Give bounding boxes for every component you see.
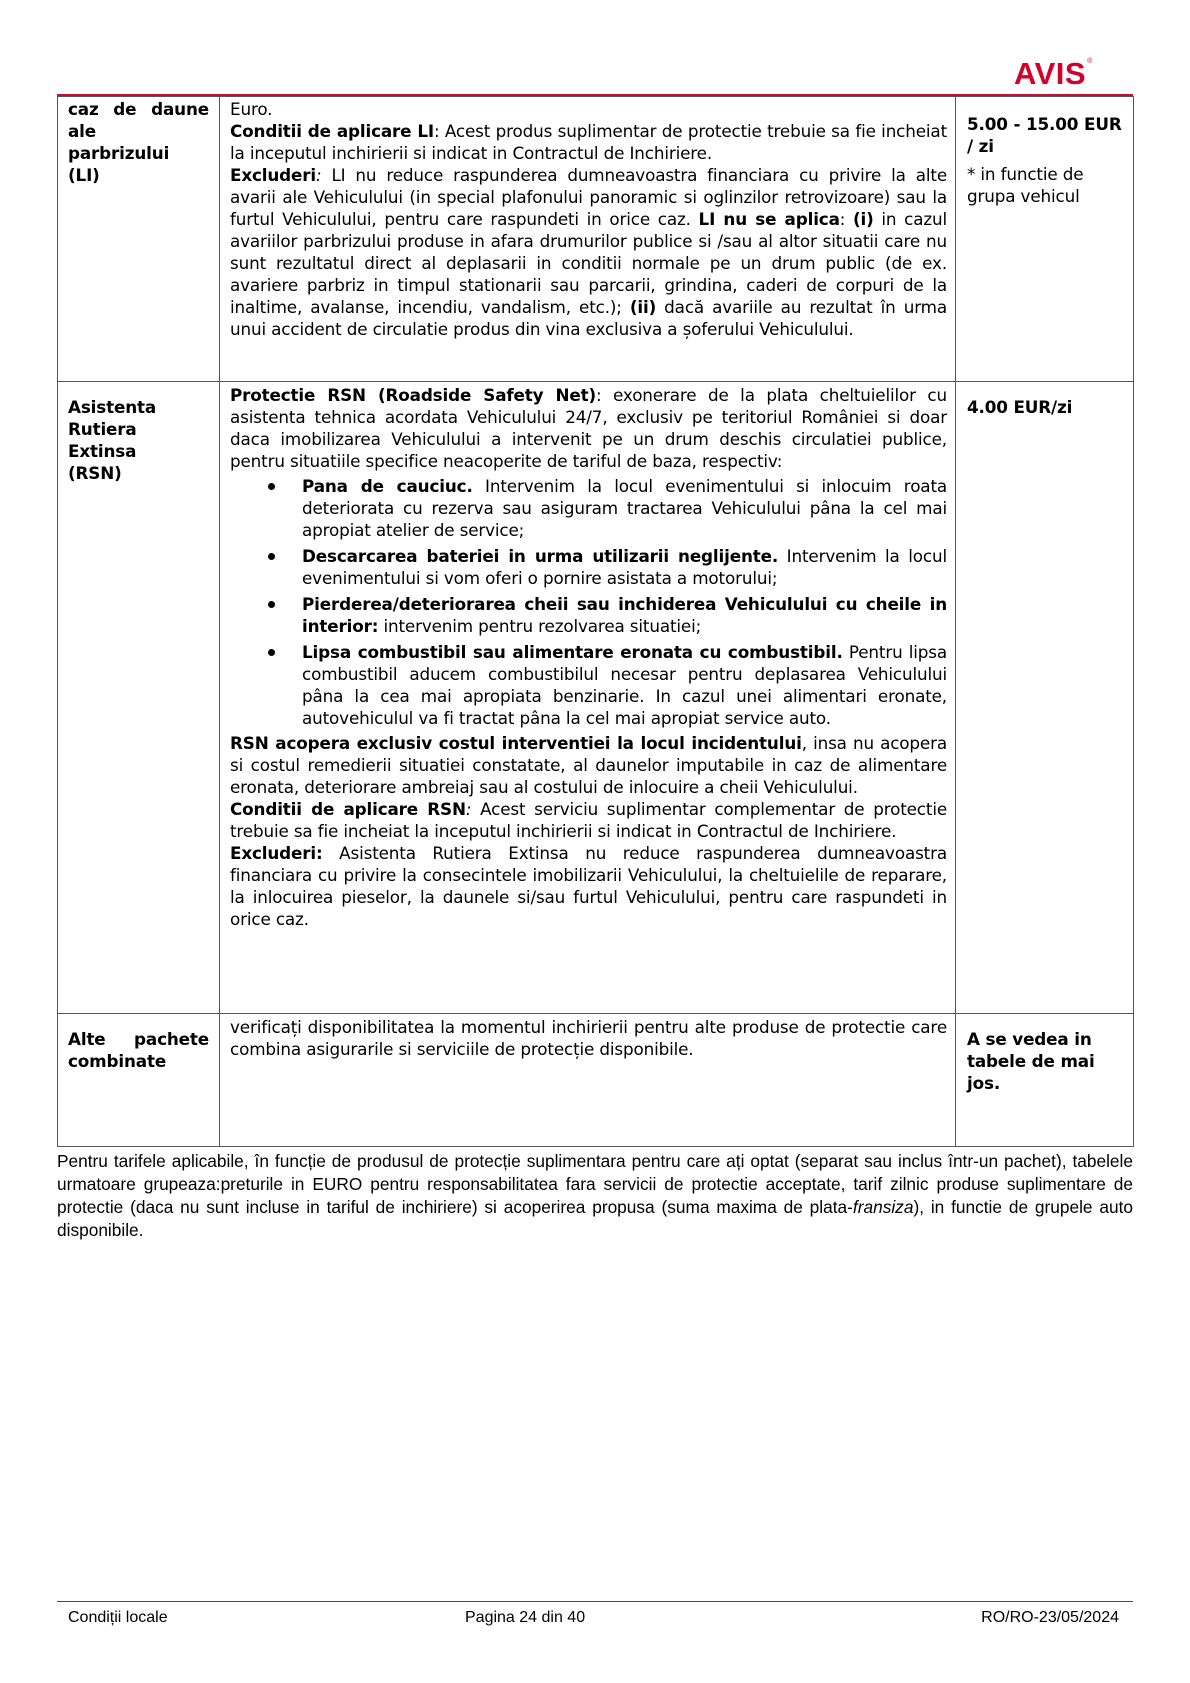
bullet-list [230,475,947,729]
bullet-icon [268,553,275,560]
row-description: verificați disponibilitatea la momentul inchirierii pentru alte produse de protectie care combina asigurarile si serviciile de protecție disponibile. [220,1014,956,1147]
row-label: Asistenta Rutiera Extinsa (RSN) [58,382,220,1014]
row-description: Euro. Conditii de aplicare LI: Acest produs suplimentar de protectie trebuie sa fie incheiat la inceputul inchirierii si indicat in Contractul de Inchiriere. Excluderi: LI nu reduce raspunderea dumneavoastra financiara cu privire la alte avarii ale Vehiculului (in special plafonului panoramic si oglinzilor retrovizoare) sau la furtul Vehiculului, pentru care raspundeti in orice caz. LI nu se aplica: (i) in cazul avariilor parbrizului produse in afara drumurilor publice si /sau al altor situatii care nu sunt rezultatul direct al deplasarii in conditii normale pe un drum public (de ex. avariere parbriz in timpul stationarii sau parcarii, grindina, caderi de corpuri de la inaltime, avalanse, incendiu, vandalism, etc.); (ii) dacă avariile au rezultat în urma unui accident de circulatie produs din vina exclusiva a șoferului Vehiculului. [220,97,956,382]
row-description: Protectie RSN (Roadside Safety Net): exonerare de la plata cheltuielilor cu asistenta tehnica acordata Vehiculului 24/7, exclusiv pe teritoriul României si doar daca imobilizarea Vehiculului a intervenit pe un drum deschis circulatiei publice, pentru situatiile specifice neacoperite de tariful de baza, respectiv: Pana de cauciuc. Intervenim la locul evenimentului si inlocuim roata deteriorata cu rezerva sau asiguram tractarea Vehiculului pâna la cel mai apropiat atelier de service; Descarcarea bateriei in urma utilizarii neglijente. Intervenim la locul evenimentului si vom oferi o pornire asistata a motorului; Pierderea/deteriorarea cheii sau inchiderea Vehiculului cu cheile in interior: intervenim pentru rezolvarea situatiei; Lipsa combustibil sau alimentare eronata cu combustibil. Pentru lipsa combustibil aducem combustibilul necesar pentru deplasarea Vehiculului pâna la cea mai apropiata benzinarie. In cazul unei alimentari eronate, autovehiculul va fi tractat pâna la cel mai apropiat service auto. RSN acopera exclusiv costul interventiei la locul incidentului, insa nu acopera si costul remedierii situatiei constatate, al daunelor imputabile in caz de alimentare eronata, deteriorare ambreiaj sau al costului de inlocuire a cheii Vehiculului. Conditii de aplicare RSN: Acest serviciu suplimentar complementar de protectie trebuie sa fie incheiat la inceputul inchirierii si indicat in Contractul de Inchiriere. Excluderi: Asistenta Rutiera Extinsa nu reduce raspunderea dumneavoastra financiara cu privire la consecintele imobilizarii Vehiculului, la cheltuielile de reparare, la inlocuirea pieselor, la daunele si/sau furtul Vehiculului, pentru care raspundeti in orice caz. [220,382,956,1014]
row-label: caz de daune ale parbrizului (LI) [58,97,220,382]
row-price: A se vedea in tabele de mai jos. [956,1014,1134,1147]
protection-products-table [57,96,1134,1147]
document-code: RO/RO-23/05/2024 [981,1609,1119,1626]
bullet-icon [268,601,275,608]
bullet-icon [268,649,275,656]
price-note: * in functie de grupa vehicul [967,164,1084,206]
table-row-windscreen [58,97,1134,382]
avis-logo: AVIS® [1014,56,1093,91]
row-price: 4.00 EUR/zi [956,382,1134,1014]
row-label: Alte pachete combinate [58,1014,220,1147]
tariff-explanation: Pentru tarifele aplicabile, în funcție de produsul de protecție suplimentara pentru care ați optat (separat sau inclus într-un pachet), tabelele urmatoare grupeaza:preturile in EURO pentru responsabilitatea fara servicii de protectie acceptate, tarif zilnic produse suplimentare de protectie (daca nu sunt incluse in tariful de inchiriere) si acoperirea propusa (suma maxima de plata-fransiza), in functie de grupele auto disponibile. [57,1151,1133,1240]
page-number: Pagina 24 din 40 [465,1609,586,1626]
row-price: 5.00 - 15.00 EUR / zi * in functie de grupa vehicul [956,97,1134,382]
list-item: Descarcarea bateriei in urma utilizarii neglijente. Intervenim la locul evenimentului si vom oferi o pornire asistata a motorului; [230,545,947,589]
table-row-rsn [58,382,1134,1014]
footer-left: Condiții locale [68,1609,168,1626]
bullet-icon [268,483,275,490]
table-row-packages [58,1014,1134,1147]
list-item: Pierderea/deteriorarea cheii sau inchiderea Vehiculului cu cheile in interior: intervenim pentru rezolvarea situatiei; [230,593,947,637]
list-item: Lipsa combustibil sau alimentare eronata cu combustibil. Pentru lipsa combustibil aducem combustibilul necesar pentru deplasarea Vehiculului pâna la cea mai apropiata benzinarie. In cazul unei alimentari eronate, autovehiculul va fi tractat pâna la cel mai apropiat service auto. [230,641,947,729]
footer-rule [57,1601,1133,1602]
list-item: Pana de cauciuc. Intervenim la locul evenimentului si inlocuim roata deteriorata cu rezerva sau asiguram tractarea Vehiculului pâna la cel mai apropiat atelier de service; [230,475,947,541]
